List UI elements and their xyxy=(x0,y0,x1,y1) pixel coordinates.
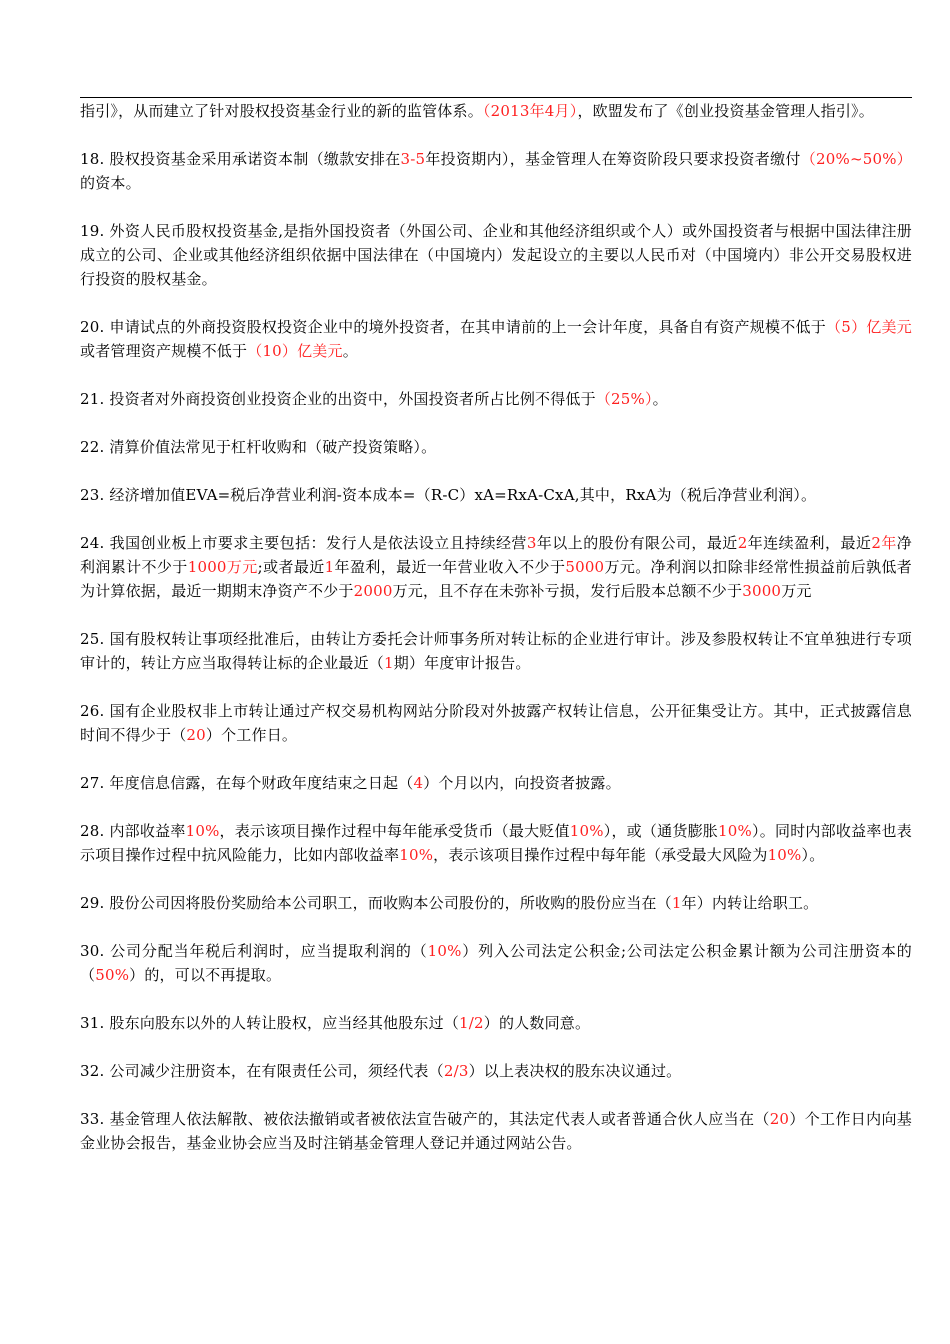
para-18 xyxy=(80,147,912,195)
text-segment: ，欧盟发布了《创业投资基金管理人指引》。 xyxy=(577,102,874,120)
text-segment: ）的，可以不再提取。 xyxy=(129,966,282,984)
text-segment: 33. 基金管理人依法解散、被依法撤销或者被依法宣告破产的，其法定代表人或者普通合伙人应当在（ xyxy=(80,1110,770,1128)
header-rule xyxy=(80,97,912,98)
highlighted-answer: 10% xyxy=(767,846,802,864)
text-segment: ），或（通货膨胀 xyxy=(603,822,719,840)
highlighted-answer: 10% xyxy=(399,846,434,864)
highlighted-answer: （20%~50%） xyxy=(800,150,912,168)
text-segment: 净利润累计不少于 xyxy=(80,534,912,576)
text-segment: 27. 年度信息信露，在每个财政年度结束之日起（ xyxy=(80,774,414,792)
text-segment: 年盈利，最近一年营业收入不少于 xyxy=(334,558,566,576)
para-26 xyxy=(80,699,912,747)
highlighted-answer: 1 xyxy=(384,654,394,672)
text-segment: 20. 申请试点的外商投资股权投资企业中的境外投资者，在其申请前的上一会计年度，具备自有资产规模不低于 xyxy=(80,318,827,336)
para-22 xyxy=(80,435,912,459)
highlighted-answer: 1 xyxy=(324,558,335,576)
highlighted-answer: （10）亿美元 xyxy=(247,342,343,360)
highlighted-answer: 20 xyxy=(186,726,206,744)
text-segment: 年以上的股份有限公司，最近 xyxy=(536,534,738,552)
para-28 xyxy=(80,819,912,867)
text-segment: 25. 国有股权转让事项经批准后，由转让方委托会计师事务所对转让标的企业进行审计。涉及参股权转让不宜单独进行专项审计的，转让方应当取得转让标的企业最近（ xyxy=(80,630,912,672)
text-segment: 或者管理资产规模不低于 xyxy=(80,342,248,360)
text-segment: ）个月以内，向投资者披露。 xyxy=(423,774,621,792)
text-segment: 指引》，从而建立了针对股权投资基金行业的新的监管体系。 xyxy=(80,102,483,120)
text-segment: 28. 内部收益率 xyxy=(80,822,186,840)
text-segment: 26. 国有企业股权非上市转让通过产权交易机构网站分阶段对外披露产权转让信息，公开征集受让方。其中，正式披露信息时间不得少于（ xyxy=(80,702,912,744)
highlighted-answer: （5）亿美元 xyxy=(826,318,913,336)
text-segment: 的资本。 xyxy=(80,174,141,192)
text-segment: 23. 经济增加值EVA=税后净营业利润-资本成本=（R-C）xA=RxA-CxA,其中，RxA为（税后净营业利润）。 xyxy=(80,486,817,504)
text-segment: 万元。净利润以扣除非经常性损益前后孰低者为计算依据，最近一期期末净资产不少于 xyxy=(80,558,912,600)
highlighted-answer: 3000 xyxy=(742,582,782,600)
text-segment: 30. 公司分配当年税后利润时，应当提取利润的（ xyxy=(80,942,428,960)
highlighted-answer: （2013年4月） xyxy=(482,102,578,120)
text-segment: 。 xyxy=(342,342,358,360)
text-segment: ）列入公司法定公积金;公司法定公积金累计额为公司注册资本的（ xyxy=(80,942,912,984)
text-segment: 21. 投资者对外商投资创业投资企业的出资中，外国投资者所占比例不得低于 xyxy=(80,390,596,408)
text-segment: ）个工作日内向基金业协会报告，基金业协会应当及时注销基金管理人登记并通过网站公告。 xyxy=(80,1110,912,1152)
highlighted-answer: 3 xyxy=(526,534,537,552)
highlighted-answer: 10% xyxy=(185,822,220,840)
text-segment: 万元 xyxy=(781,582,812,600)
para-29 xyxy=(80,891,912,915)
text-segment: ）的人数同意。 xyxy=(483,1014,591,1032)
para-23 xyxy=(80,483,912,507)
para-32 xyxy=(80,1059,912,1083)
para-27 xyxy=(80,771,912,795)
text-segment: ，表示该项目操作过程中每年能承受货币（最大贬值 xyxy=(219,822,570,840)
para-19 xyxy=(80,219,912,291)
text-segment: 22. 清算价值法常见于杠杆收购和（破产投资策略）。 xyxy=(80,438,437,456)
para-continuation xyxy=(80,99,912,123)
para-33 xyxy=(80,1107,912,1155)
document-body xyxy=(80,99,912,1179)
text-segment: 29. 股份公司因将股份奖励给本公司职工，而收购本公司股份的，所收购的股份应当在（ xyxy=(80,894,672,912)
highlighted-answer: 10% xyxy=(718,822,752,840)
highlighted-answer: 1/2 xyxy=(459,1014,484,1032)
para-20 xyxy=(80,315,912,363)
highlighted-answer: 5000 xyxy=(565,558,605,576)
text-segment: 31. 股东向股东以外的人转让股权，应当经其他股东过（ xyxy=(80,1014,460,1032)
para-24 xyxy=(80,531,912,603)
text-segment: 年投资期内），基金管理人在筹资阶段只要求投资者缴付 xyxy=(425,150,801,168)
highlighted-answer: 20 xyxy=(769,1110,790,1128)
text-segment: 期）年度审计报告。 xyxy=(393,654,531,672)
highlighted-answer: 2年 xyxy=(871,534,897,552)
text-segment: 24. 我国创业板上市要求主要包括：发行人是依法设立且持续经营 xyxy=(80,534,527,552)
highlighted-answer: 1000万元 xyxy=(187,558,258,576)
highlighted-answer: 50% xyxy=(95,966,130,984)
text-segment: 18. 股权投资基金采用承诺资本制（缴款安排在 xyxy=(80,150,401,168)
highlighted-answer: 3-5 xyxy=(400,150,426,168)
highlighted-answer: 10% xyxy=(427,942,462,960)
text-segment: 19. 外资人民币股权投资基金,是指外国投资者（外国公司、企业和其他经济组织或个人）或外国投资者与根据中国法律注册成立的公司、企业或其他经济组织依据中国法律在（中国境内）发起设立的主要以人民币对（中国境内）非公开交易股权进行投资的股权基金。 xyxy=(80,222,912,288)
text-segment: ）以上表决权的股东决议通过。 xyxy=(468,1062,682,1080)
highlighted-answer: （25%） xyxy=(595,390,653,408)
text-segment: ）个工作日。 xyxy=(205,726,298,744)
text-segment: ）。同时内部收益率也表示项目操作过程中抗风险能力，比如内部收益率 xyxy=(80,822,912,864)
highlighted-answer: 4 xyxy=(413,774,424,792)
para-25 xyxy=(80,627,912,675)
text-segment: 万元，且不存在未弥补亏损，发行后股本总额不少于 xyxy=(392,582,743,600)
text-segment: 年连续盈利，最近 xyxy=(747,534,872,552)
highlighted-answer: 2 xyxy=(737,534,748,552)
highlighted-answer: 10% xyxy=(569,822,604,840)
text-segment: 。 xyxy=(652,390,668,408)
text-segment: ;或者最近 xyxy=(257,558,325,576)
text-segment: ，表示该项目操作过程中每年能（承受最大风险为 xyxy=(433,846,768,864)
text-segment: 32. 公司减少注册资本，在有限责任公司，须经代表（ xyxy=(80,1062,444,1080)
text-segment: 年）内转让给职工。 xyxy=(681,894,819,912)
para-30 xyxy=(80,939,912,987)
highlighted-answer: 1 xyxy=(671,894,682,912)
highlighted-answer: 2000 xyxy=(353,582,393,600)
para-21 xyxy=(80,387,912,411)
highlighted-answer: 2/3 xyxy=(443,1062,469,1080)
text-segment: ）。 xyxy=(801,846,825,864)
para-31 xyxy=(80,1011,912,1035)
